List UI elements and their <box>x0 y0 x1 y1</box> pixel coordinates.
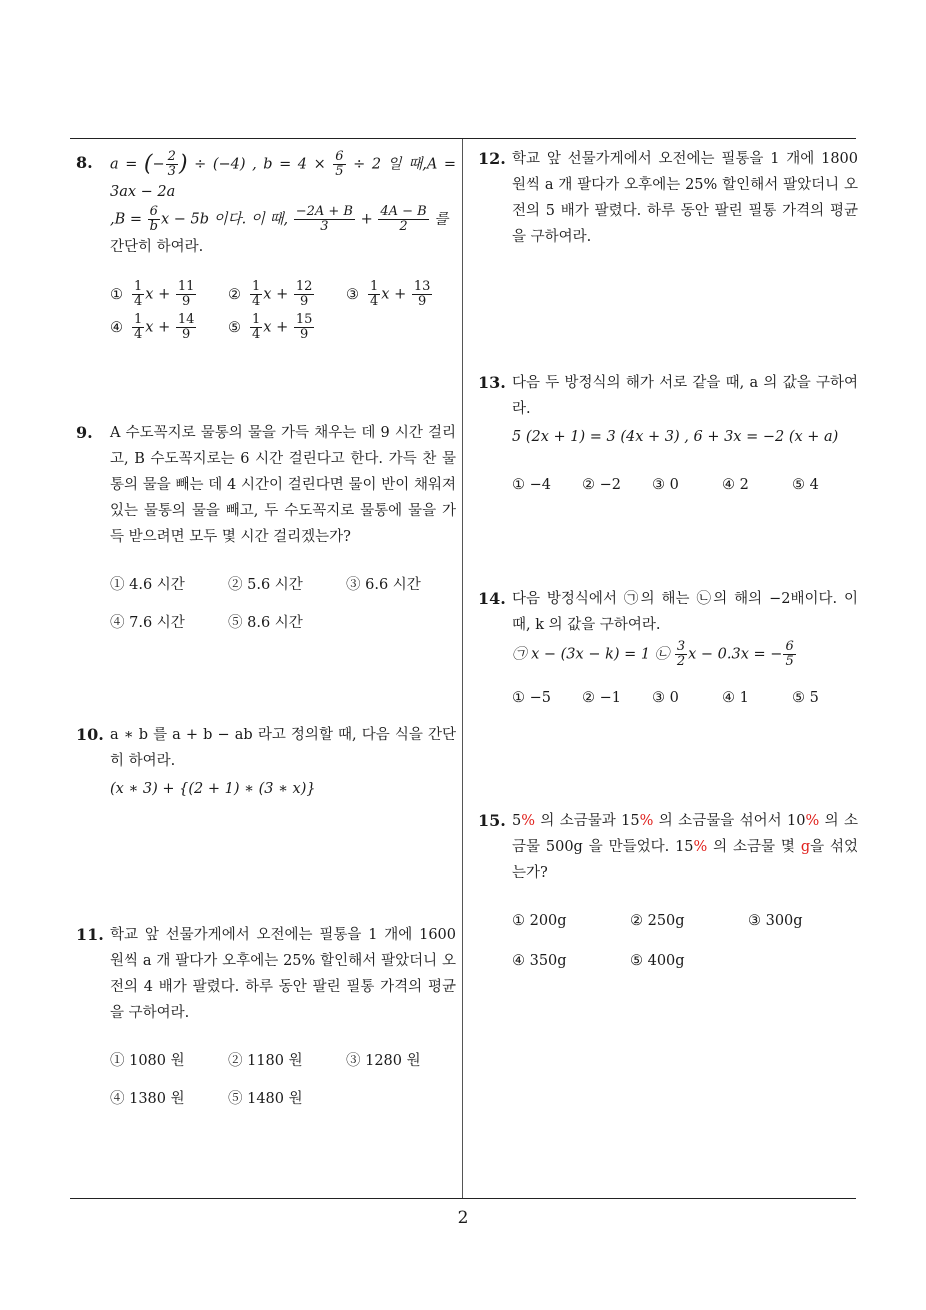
question-number: 13. <box>478 373 506 392</box>
bottom-rule <box>70 1198 856 1199</box>
equations: 5 (2x + 1) = 3 (4x + 3) , 6 + 3x = −2 (x + a) <box>512 429 839 445</box>
choice-3[interactable]: ③ 0 <box>652 690 679 706</box>
choice-2[interactable]: ② −2 <box>582 477 621 493</box>
choice-2[interactable]: ② 250g <box>630 913 685 929</box>
fraction: $\frac{6}{b}$ <box>149 204 158 234</box>
question-stem: 5% 의 소금물과 15% 의 소금물을 섞어서 10% 의 소금물 500g 을 만들었다. 15% 의 소금물 몇 g을 섞었는가? <box>512 813 858 881</box>
choice-5[interactable]: ⑤ $\frac{1}{4}$ x + $\frac{15}{9}$ <box>228 312 313 342</box>
fraction: $\frac{2}{3}$ <box>167 149 176 179</box>
choice-3[interactable]: ③ 6.6 시간 <box>346 577 421 593</box>
question-stem: A 수도꼭지로 물통의 물을 가득 채우는 데 9 시간 걸리고, B 수도꼭지로는 6 시간 걸린다고 한다. 가득 찬 물통의 물을 빼는 데 4 시간이 걸린다면 물이 반이 채워져 있는 물통의 물을 빼고, 두 수도꼭지로 물통에 물을 가득 받으려면 모두 몇 시간 걸리겠는가? <box>110 425 456 545</box>
fraction: $\frac{6}{5}$ <box>785 639 794 669</box>
question-15 <box>478 808 858 974</box>
choice-4[interactable]: ④ 350g <box>512 953 567 969</box>
choice-4[interactable]: ④ $\frac{1}{4}$ x + $\frac{14}{9}$ <box>110 312 195 342</box>
question-11 <box>76 922 456 1112</box>
question-stem: a ∗ b 를 a + b − ab 라고 정의할 때, 다음 식을 간단히 하여라. <box>110 727 456 769</box>
equations: ㉠ x − (3x − k) = 1 ㉡ $\frac{3}{2}$ x − 0.3x = − $\frac{6}{5}$ <box>512 639 794 669</box>
answer-choices <box>512 472 858 498</box>
choice-1[interactable]: ① −5 <box>512 690 551 706</box>
fraction: $\frac{-2A + B}{3}$ <box>295 204 353 234</box>
question-number: 12. <box>478 149 506 168</box>
question-number: 10. <box>76 725 104 744</box>
answer-choices <box>110 280 456 342</box>
choice-2[interactable]: ② 1180 원 <box>228 1053 303 1069</box>
question-number: 15. <box>478 811 506 830</box>
question-8 <box>76 150 456 342</box>
choice-4[interactable]: ④ 1 <box>722 690 749 706</box>
choice-5[interactable]: ⑤ 8.6 시간 <box>228 615 303 631</box>
question-10 <box>76 722 456 802</box>
question-stem: 다음 방정식에서 ㉠의 해는 ㉡의 해의 −2배이다. 이 때, k 의 값을 구하여라. <box>512 591 858 633</box>
choice-5[interactable]: ⑤ 400g <box>630 953 685 969</box>
question-stem-line2: ,B = $\frac{6}{b}$ x − 5b 이다. 이 때, $\frac{-2A + B}{3}$ + $\frac{4A - B}{2}$ 를 <box>110 204 449 234</box>
choice-3[interactable]: ③ $\frac{1}{4}$ x + $\frac{13}{9}$ <box>346 279 431 309</box>
fraction: $\frac{4A - B}{2}$ <box>380 204 427 234</box>
choice-4[interactable]: ④ 7.6 시간 <box>110 615 185 631</box>
answer-choices <box>512 685 858 711</box>
choice-4[interactable]: ④ 1380 원 <box>110 1091 185 1107</box>
top-rule <box>70 138 856 139</box>
choice-1[interactable]: ① 200g <box>512 913 567 929</box>
choice-5[interactable]: ⑤ 5 <box>792 690 819 706</box>
choice-1[interactable]: ① $\frac{1}{4}$ x + $\frac{11}{9}$ <box>110 279 195 309</box>
answer-choices <box>110 1048 456 1112</box>
question-12 <box>478 146 858 250</box>
answer-choices <box>110 572 456 636</box>
question-13 <box>478 370 858 498</box>
choice-1[interactable]: ① −4 <box>512 477 551 493</box>
choice-2[interactable]: ② 5.6 시간 <box>228 577 303 593</box>
choice-3[interactable]: ③ 1280 원 <box>346 1053 421 1069</box>
question-stem: 학교 앞 선물가게에서 오전에는 필통을 1 개에 1600 원씩 a 개 팔다가 오후에는 25% 할인해서 팔았더니 오전의 4 배가 팔렸다. 하루 동안 팔린 필통 가격의 평균을 구하여라. <box>110 927 456 1021</box>
question-9 <box>76 420 456 636</box>
fraction: $\frac{6}{5}$ <box>335 149 344 179</box>
choice-2[interactable]: ② −1 <box>582 690 621 706</box>
question-stem-line1: a = (− $\frac{2}{3}$ ) ÷ (−4) , b = 4 × $\frac{6}{5}$ ÷ 2 일 때,A = 3ax − 2a <box>110 149 456 200</box>
question-stem: 학교 앞 선물가게에서 오전에는 필통을 1 개에 1800 원씩 a 개 팔다가 오후에는 25% 할인해서 팔았더니 오전의 5 배가 팔렸다. 하루 동안 팔린 필통 가격의 평균을 구하여라. <box>512 151 858 245</box>
question-stem: 다음 두 방정식의 해가 서로 같을 때, a 의 값을 구하여라. <box>512 375 858 417</box>
choice-1[interactable]: ① 1080 원 <box>110 1053 185 1069</box>
expression: (x ∗ 3) + {(2 + 1) ∗ (3 ∗ x)} <box>110 781 316 797</box>
choice-5[interactable]: ⑤ 4 <box>792 477 819 493</box>
choice-5[interactable]: ⑤ 1480 원 <box>228 1091 303 1107</box>
answer-choices <box>512 908 858 974</box>
choice-1[interactable]: ① 4.6 시간 <box>110 577 185 593</box>
fraction: $\frac{3}{2}$ <box>676 639 686 669</box>
choice-3[interactable]: ③ 0 <box>652 477 679 493</box>
choice-3[interactable]: ③ 300g <box>748 913 803 929</box>
choice-4[interactable]: ④ 2 <box>722 477 749 493</box>
question-14 <box>478 586 858 711</box>
question-stem-line3: 간단히 하여라. <box>110 239 204 255</box>
question-number: 8. <box>76 153 93 172</box>
question-number: 9. <box>76 423 93 442</box>
choice-2[interactable]: ② $\frac{1}{4}$ x + $\frac{12}{9}$ <box>228 279 313 309</box>
page-number: 2 <box>457 1208 469 1228</box>
question-number: 14. <box>478 589 506 608</box>
question-number: 11. <box>76 925 104 944</box>
